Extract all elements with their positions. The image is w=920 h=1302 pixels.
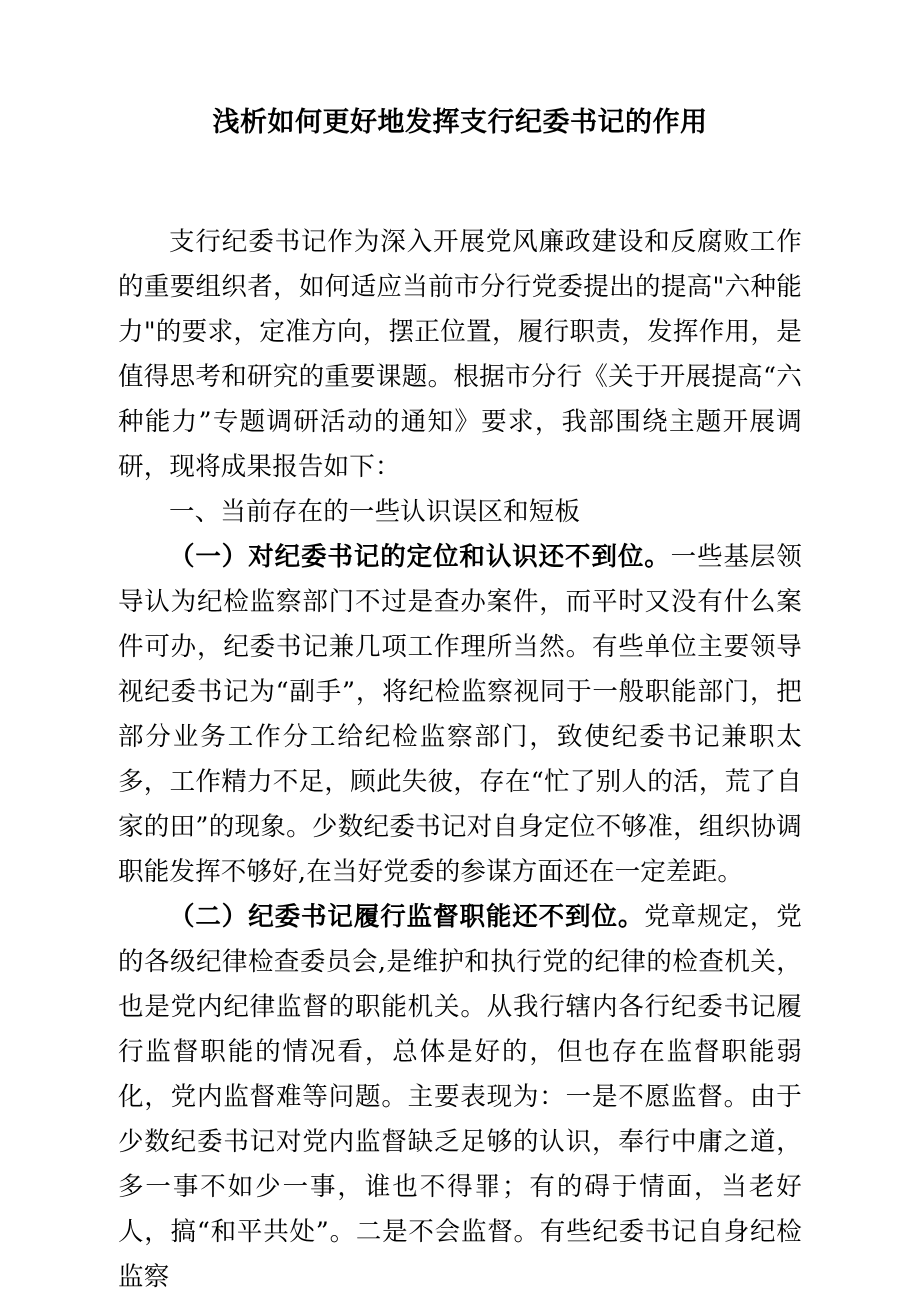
paragraph-item-2: [118, 895, 802, 1300]
page-title: 浅析如何更好地发挥支行纪委书记的作用: [212, 107, 708, 138]
paragraph-item-2-text: 党章规定，党的各级纪律检查委员会,是维护和执行党的纪律的检查机关，也是党内纪律监督的职能机关。从我行辖内各行纪委书记履行监督职能的情况看，总体是好的，但也存在监督职能弱化，党内监督难等问题。主要表现为：一是不愿监督。由于少数纪委书记对党内监督缺乏足够的认识，奉行中庸之道，多一事不如少一事，谁也不得罪；有的碍于情面，当老好人，搞“和平共处”。二是不会监督。有些纪委书记自身纪检监察: [118, 901, 803, 1292]
paragraph-item-2-heading: （二）纪委书记履行监督职能还不到位。: [169, 901, 645, 932]
paragraph-item-1-text: 一些基层领导认为纪检监察部门不过是查办案件，而平时又没有什么案件可办，纪委书记兼几项工作理所当然。有些单位主要领导视纪委书记为“副手”，将纪检监察视同于一般职能部门，把部分业务工作分工给纪检监察部门，致使纪委书记兼职太多，工作精力不足，顾此失彼，存在“忙了别人的活，荒了自家的田”的现象。少数纪委书记对自身定位不够准，组织协调职能发挥不够好,在当好党委的参谋方面还在一定差距。: [118, 541, 802, 887]
paragraph-section-heading-1: 一、当前存在的一些认识误区和短板: [169, 496, 581, 527]
document-body: [118, 220, 802, 1300]
paragraph-item-1: [118, 535, 802, 895]
paragraph-intro: 支行纪委书记作为深入开展党风廉政建设和反腐败工作的重要组织者，如何适应当前市分行党委提出的提高"六种能力"的要求，定准方向，摆正位置，履行职责，发挥作用，是值得思考和研究的重要课题。根据市分行《关于开展提高“六种能力”专题调研活动的通知》要求，我部围绕主题开展调研，现将成果报告如下：: [118, 226, 802, 482]
paragraph-item-1-heading: （一）对纪委书记的定位和认识还不到位。: [169, 541, 671, 572]
